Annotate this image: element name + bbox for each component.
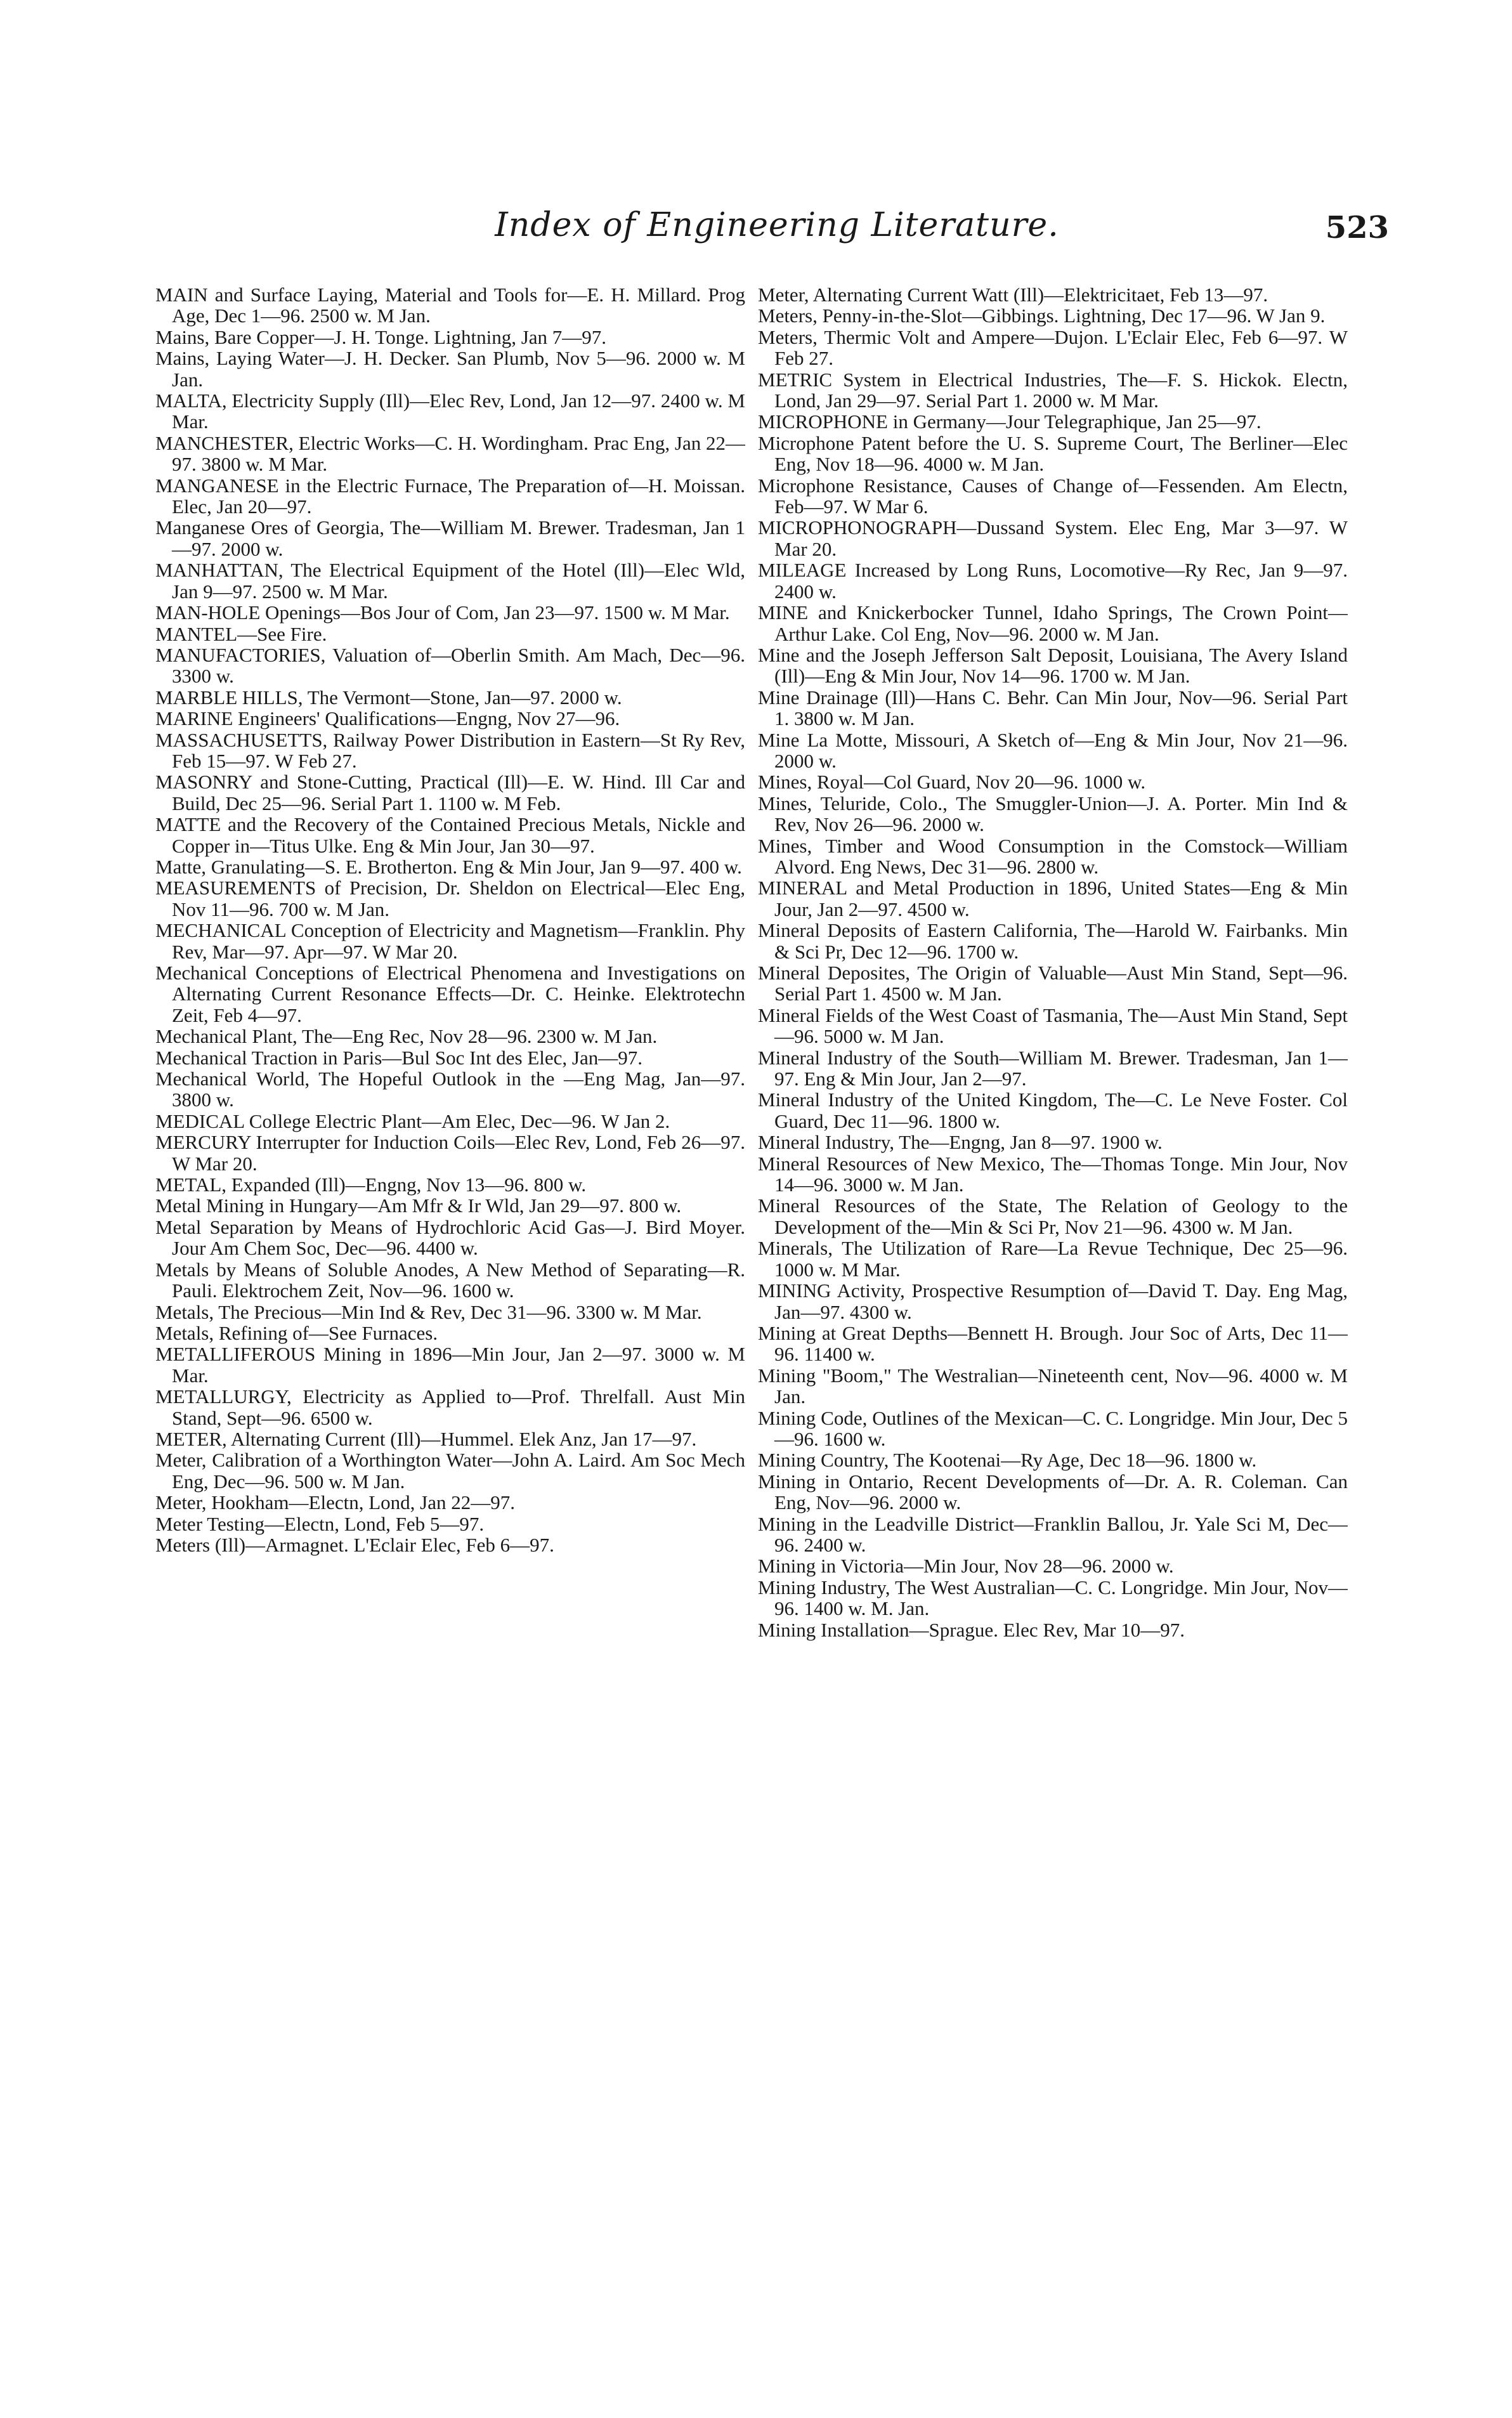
index-entry: Minerals, The Utilization of Rare—La Revue Technique, Dec 25—96. 1000 w. M Mar. [758,1237,1348,1281]
index-entry: Meter, Hookham—Electn, Lond, Jan 22—97. [155,1491,515,1514]
index-entry: Meters (Ill)—Armagnet. L'Eclair Elec, Feb 6—97. [155,1533,554,1556]
index-entry: Metal Mining in Hungary—Am Mfr & Ir Wld, Jan 29—97. 800 w. [155,1194,682,1217]
index-entry: Meters, Penny-in-the-Slot—Gibbings. Lightning, Dec 17—96. W Jan 9. [758,304,1326,327]
running-title: Index of Engineering Literature. [495,206,1059,244]
page-number: 523 [1325,210,1389,245]
index-entry: METAL, Expanded (Ill)—Engng, Nov 13—96. 800 w. [155,1173,587,1196]
index-entry: Matte, Granulating—S. E. Brotherton. Eng & Min Jour, Jan 9—97. 400 w. [155,855,742,878]
index-entry: Mining Installation—Sprague. Elec Rev, Mar 10—97. [758,1618,1185,1641]
index-entry: Mineral Resources of the State, The Relation of Geology to the Development of the—Min & Sci Pr, Nov 21—96. 4300 w. M Jan. [758,1194,1348,1238]
index-entry: Metals, Refining of—See Furnaces. [155,1321,438,1344]
index-entry: Metals, The Precious—Min Ind & Rev, Dec 31—96. 3300 w. M Mar. [155,1300,702,1323]
index-entry: MAIN and Surface Laying, Material and Tools for—E. H. Millard. Prog Age, Dec 1—96. 2500 w. M Jan. [155,284,745,327]
index-entry: Mining "Boom," The Westralian—Nineteenth cent, Nov—96. 4000 w. M Jan. [758,1364,1348,1408]
index-entry: Mining Code, Outlines of the Mexican—C. C. Longridge. Min Jour, Dec 5—96. 1600 w. [758,1406,1348,1450]
index-entry: Mineral Industry of the United Kingdom, The—C. Le Neve Foster. Col Guard, Dec 11—96. 1800 w. [758,1088,1348,1132]
index-entry: Mineral Fields of the West Coast of Tasmania, The—Aust Min Stand, Sept—96. 5000 w. M Jan. [758,1003,1348,1048]
index-entry: METRIC System in Electrical Industries, The—F. S. Hickok. Electn, Lond, Jan 29—97. Serial Part 1. 2000 w. M Mar. [758,368,1348,412]
index-entry: MEDICAL College Electric Plant—Am Elec, Dec—96. W Jan 2. [155,1109,670,1132]
index-entry: MARBLE HILLS, The Vermont—Stone, Jan—97. 2000 w. [155,686,622,709]
index-entry: MINING Activity, Prospective Resumption of—David T. Day. Eng Mag, Jan—97. 4300 w. [758,1279,1348,1323]
index-entry: Mineral Resources of New Mexico, The—Thomas Tonge. Min Jour, Nov 14—96. 3000 w. M Jan. [758,1152,1348,1196]
index-entry: Manganese Ores of Georgia, The—William M. Brewer. Tradesman, Jan 1—97. 2000 w. [155,516,745,560]
index-entry: Mineral Industry of the South—William M. Brewer. Tradesman, Jan 1—97. Eng & Min Jour, Jan 2—97. [758,1046,1348,1090]
index-entry: MINERAL and Metal Production in 1896, United States—Eng & Min Jour, Jan 2—97. 4500 w. [758,877,1348,920]
index-entry: MARINE Engineers' Qualifications—Engng, Nov 27—96. [155,707,620,730]
index-entry: MANGANESE in the Electric Furnace, The Preparation of—H. Moissan. Elec, Jan 20—97. [155,474,745,518]
index-column-right [758,284,1348,2390]
index-entry: Mining Country, The Kootenai—Ry Age, Dec 18—96. 1800 w. [758,1449,1257,1472]
index-entry: Metals by Means of Soluble Anodes, A New Method of Separating—R. Pauli. Elektrochem Zeit, Nov—96. 1600 w. [155,1258,745,1302]
index-entry: MAN-HOLE Openings—Bos Jour of Com, Jan 23—97. 1500 w. M Mar. [155,601,730,624]
index-entry: Mineral Deposites, The Origin of Valuable—Aust Min Stand, Sept—96. Serial Part 1. 4500 w. M Jan. [758,962,1348,1005]
index-entry: Meter, Calibration of a Worthington Water—John A. Laird. Am Soc Mech Eng, Dec—96. 500 w. M Jan. [155,1449,745,1493]
index-entry: MINE and Knickerbocker Tunnel, Idaho Springs, The Crown Point—Arthur Lake. Col Eng, Nov—96. 2000 w. M Jan. [758,601,1348,645]
index-entry: MANUFACTORIES, Valuation of—Oberlin Smith. Am Mach, Dec—96. 3300 w. [155,643,745,688]
index-entry: Mineral Industry, The—Engng, Jan 8—97. 1900 w. [758,1131,1163,1154]
index-entry: Microphone Resistance, Causes of Change of—Fessenden. Am Electn, Feb—97. W Mar 6. [758,474,1348,518]
index-entry: Mine and the Joseph Jefferson Salt Deposit, Louisiana, The Avery Island (Ill)—Eng & Min Jour, Nov 14—96. 1700 w. M Jan. [758,643,1348,688]
index-entry: MASONRY and Stone-Cutting, Practical (Ill)—E. W. Hind. Ill Car and Build, Dec 25—96. Serial Part 1. 1100 w. M Feb. [155,771,745,814]
index-entry: Meter Testing—Electn, Lond, Feb 5—97. [155,1512,485,1535]
index-entry: Meters, Thermic Volt and Ampere—Dujon. L'Eclair Elec, Feb 6—97. W Feb 27. [758,325,1348,370]
index-entry: MEASUREMENTS of Precision, Dr. Sheldon on Electrical—Elec Eng, Nov 11—96. 700 w. M Jan. [155,877,745,920]
index-entry: Mineral Deposits of Eastern California, The—Harold W. Fairbanks. Min & Sci Pr, Dec 12—96. 1700 w. [758,919,1348,963]
index-entry: Mines, Timber and Wood Consumption in the Comstock—William Alvord. Eng News, Dec 31—96. 2800 w. [758,834,1348,878]
index-entry: Mains, Laying Water—J. H. Decker. San Plumb, Nov 5—96. 2000 w. M Jan. [155,347,745,391]
index-entry: MECHANICAL Conception of Electricity and Magnetism—Franklin. Phy Rev, Mar—97. Apr—97. W Mar 20. [155,919,745,963]
page-header [165,206,1389,257]
index-entry: Meter, Alternating Current Watt (Ill)—Elektricitaet, Feb 13—97. [758,284,1268,306]
index-entry: METALLURGY, Electricity as Applied to—Prof. Threlfall. Aust Min Stand, Sept—96. 6500 w. [155,1385,745,1429]
index-entry: Mechanical World, The Hopeful Outlook in the —Eng Mag, Jan—97. 3800 w. [155,1068,745,1111]
index-column-left [155,284,745,2390]
index-entry: MICROPHONOGRAPH—Dussand System. Elec Eng, Mar 3—97. W Mar 20. [758,516,1348,560]
index-entry: MATTE and the Recovery of the Contained Precious Metals, Nickle and Copper in—Titus Ulke. Eng & Min Jour, Jan 30—97. [155,813,745,857]
index-entry: Mining Industry, The West Australian—C. C. Longridge. Min Jour, Nov—96. 1400 w. M. Jan. [758,1576,1348,1620]
index-entry: Mechanical Plant, The—Eng Rec, Nov 28—96. 2300 w. M Jan. [155,1025,658,1048]
index-entry: MILEAGE Increased by Long Runs, Locomotive—Ry Rec, Jan 9—97. 2400 w. [758,559,1348,603]
index-entry: Mining at Great Depths—Bennett H. Brough. Jour Soc of Arts, Dec 11—96. 11400 w. [758,1321,1348,1366]
index-entry: Mines, Royal—Col Guard, Nov 20—96. 1000 w. [758,771,1146,794]
index-entry: MANCHESTER, Electric Works—C. H. Wordingham. Prac Eng, Jan 22—97. 3800 w. M Mar. [155,431,745,476]
index-entry: Mining in the Leadville District—Franklin Ballou, Jr. Yale Sci M, Dec—96. 2400 w. [758,1512,1348,1556]
index-entry: Microphone Patent before the U. S. Supreme Court, The Berliner—Elec Eng, Nov 18—96. 4000 w. M Jan. [758,431,1348,476]
index-entry: Mines, Teluride, Colo., The Smuggler-Union—J. A. Porter. Min Ind & Rev, Nov 26—96. 2000 w. [758,792,1348,836]
index-entry: METER, Alternating Current (Ill)—Hummel. Elek Anz, Jan 17—97. [155,1427,697,1450]
index-entry: Mining in Ontario, Recent Developments of—Dr. A. R. Coleman. Can Eng, Nov—96. 2000 w. [758,1470,1348,1514]
index-entry: Mine La Motte, Missouri, A Sketch of—Eng & Min Jour, Nov 21—96. 2000 w. [758,728,1348,772]
index-entry: Mechanical Conceptions of Electrical Phenomena and Investigations on Alternating Current Resonance Effects—Dr. C. Heinke. Elektrotechn Zeit, Feb 4—97. [155,962,745,1026]
index-entry: MALTA, Electricity Supply (Ill)—Elec Rev, Lond, Jan 12—97. 2400 w. M Mar. [155,389,745,433]
index-entry: Mine Drainage (Ill)—Hans C. Behr. Can Min Jour, Nov—96. Serial Part 1. 3800 w. M Jan. [758,686,1348,730]
index-entry: MERCURY Interrupter for Induction Coils—Elec Rev, Lond, Feb 26—97. W Mar 20. [155,1131,745,1175]
index-entry: Mains, Bare Copper—J. H. Tonge. Lightning, Jan 7—97. [155,325,607,348]
index-entry: METALLIFEROUS Mining in 1896—Min Jour, Jan 2—97. 3000 w. M Mar. [155,1343,745,1387]
index-entry: Metal Separation by Means of Hydrochloric Acid Gas—J. Bird Moyer. Jour Am Chem Soc, Dec—96. 4400 w. [155,1215,745,1260]
index-entry: MANTEL—See Fire. [155,622,327,645]
index-entry: Mining in Victoria—Min Jour, Nov 28—96. 2000 w. [758,1555,1174,1578]
index-entry: MASSACHUSETTS, Railway Power Distribution in Eastern—St Ry Rev, Feb 15—97. W Feb 27. [155,728,745,772]
index-entry: Mechanical Traction in Paris—Bul Soc Int des Elec, Jan—97. [155,1046,642,1069]
index-entry: MANHATTAN, The Electrical Equipment of the Hotel (Ill)—Elec Wld, Jan 9—97. 2500 w. M Mar. [155,559,745,603]
index-entry: MICROPHONE in Germany—Jour Telegraphique, Jan 25—97. [758,410,1261,433]
